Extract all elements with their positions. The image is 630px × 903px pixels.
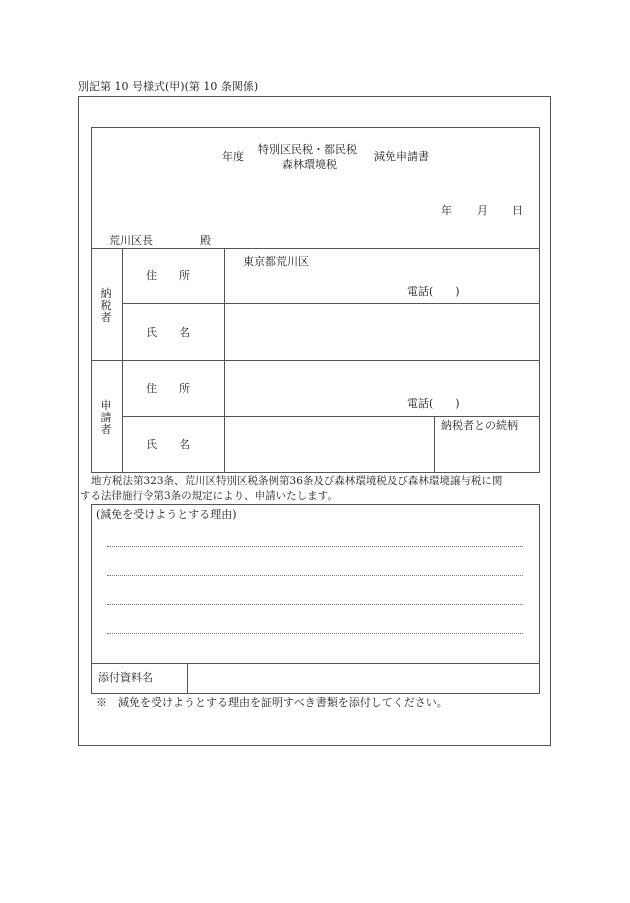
line-relation-divider: [434, 416, 435, 473]
taxpayer-address-label: 住 所: [146, 269, 190, 282]
taxpayer-phone-label: 電話( ): [407, 285, 460, 298]
applicant-name-label: 氏 名: [146, 438, 190, 451]
line-section-divider: [122, 248, 123, 473]
reason-box: [91, 504, 540, 694]
date-day: 日: [512, 204, 523, 217]
reason-line-1[interactable]: [107, 546, 523, 547]
tax-name-line1: 特別区民税・都民税: [258, 143, 357, 156]
form-number: 別記第 10 号様式(甲)(第 10 条関係): [78, 80, 259, 93]
attachment-label: 添付資料名: [98, 671, 153, 684]
addressee: 荒川区長: [109, 234, 153, 247]
reason-line-2[interactable]: [107, 575, 523, 576]
applicant-address-label: 住 所: [146, 382, 190, 395]
applicant-section-label: 申 請 者: [100, 399, 112, 436]
date-month: 月: [477, 204, 488, 217]
legal-text-line2: する法律施行令第3条の規定により、申請いたします。: [80, 490, 338, 502]
line-applicant-mid: [122, 416, 540, 417]
reason-line-3[interactable]: [107, 604, 523, 605]
reason-label: (減免を受けようとする理由): [96, 508, 237, 521]
taxpayer-address-value[interactable]: 東京都荒川区: [243, 255, 309, 268]
tax-name-line2: 森林環境税: [282, 158, 337, 171]
honorific: 殿: [200, 234, 211, 247]
request-title: 減免申請書: [374, 150, 429, 163]
line-taxpayer-bottom: [91, 360, 540, 361]
applicant-phone-label: 電話( ): [407, 397, 460, 410]
line-attachment-top: [91, 663, 540, 664]
line-label-divider: [224, 248, 225, 473]
year-suffix: 年度: [222, 150, 244, 163]
date-year: 年: [441, 204, 452, 217]
attachment-note: ※ 減免を受けようとする理由を証明すべき書類を添付してください。: [96, 696, 448, 709]
line-attachment-divider: [187, 663, 188, 694]
line-header-bottom: [91, 248, 540, 249]
taxpayer-name-label: 氏 名: [146, 326, 190, 339]
line-taxpayer-mid: [122, 303, 540, 304]
legal-text-line1: 地方税法第323条、荒川区特別区税条例第36条及び森林環境税及び森林環境譲与税に関: [91, 475, 503, 487]
taxpayer-section-label: 納 税 者: [100, 287, 112, 324]
reason-line-4[interactable]: [107, 633, 523, 634]
applicant-relation-label: 納税者との続柄: [441, 419, 518, 432]
